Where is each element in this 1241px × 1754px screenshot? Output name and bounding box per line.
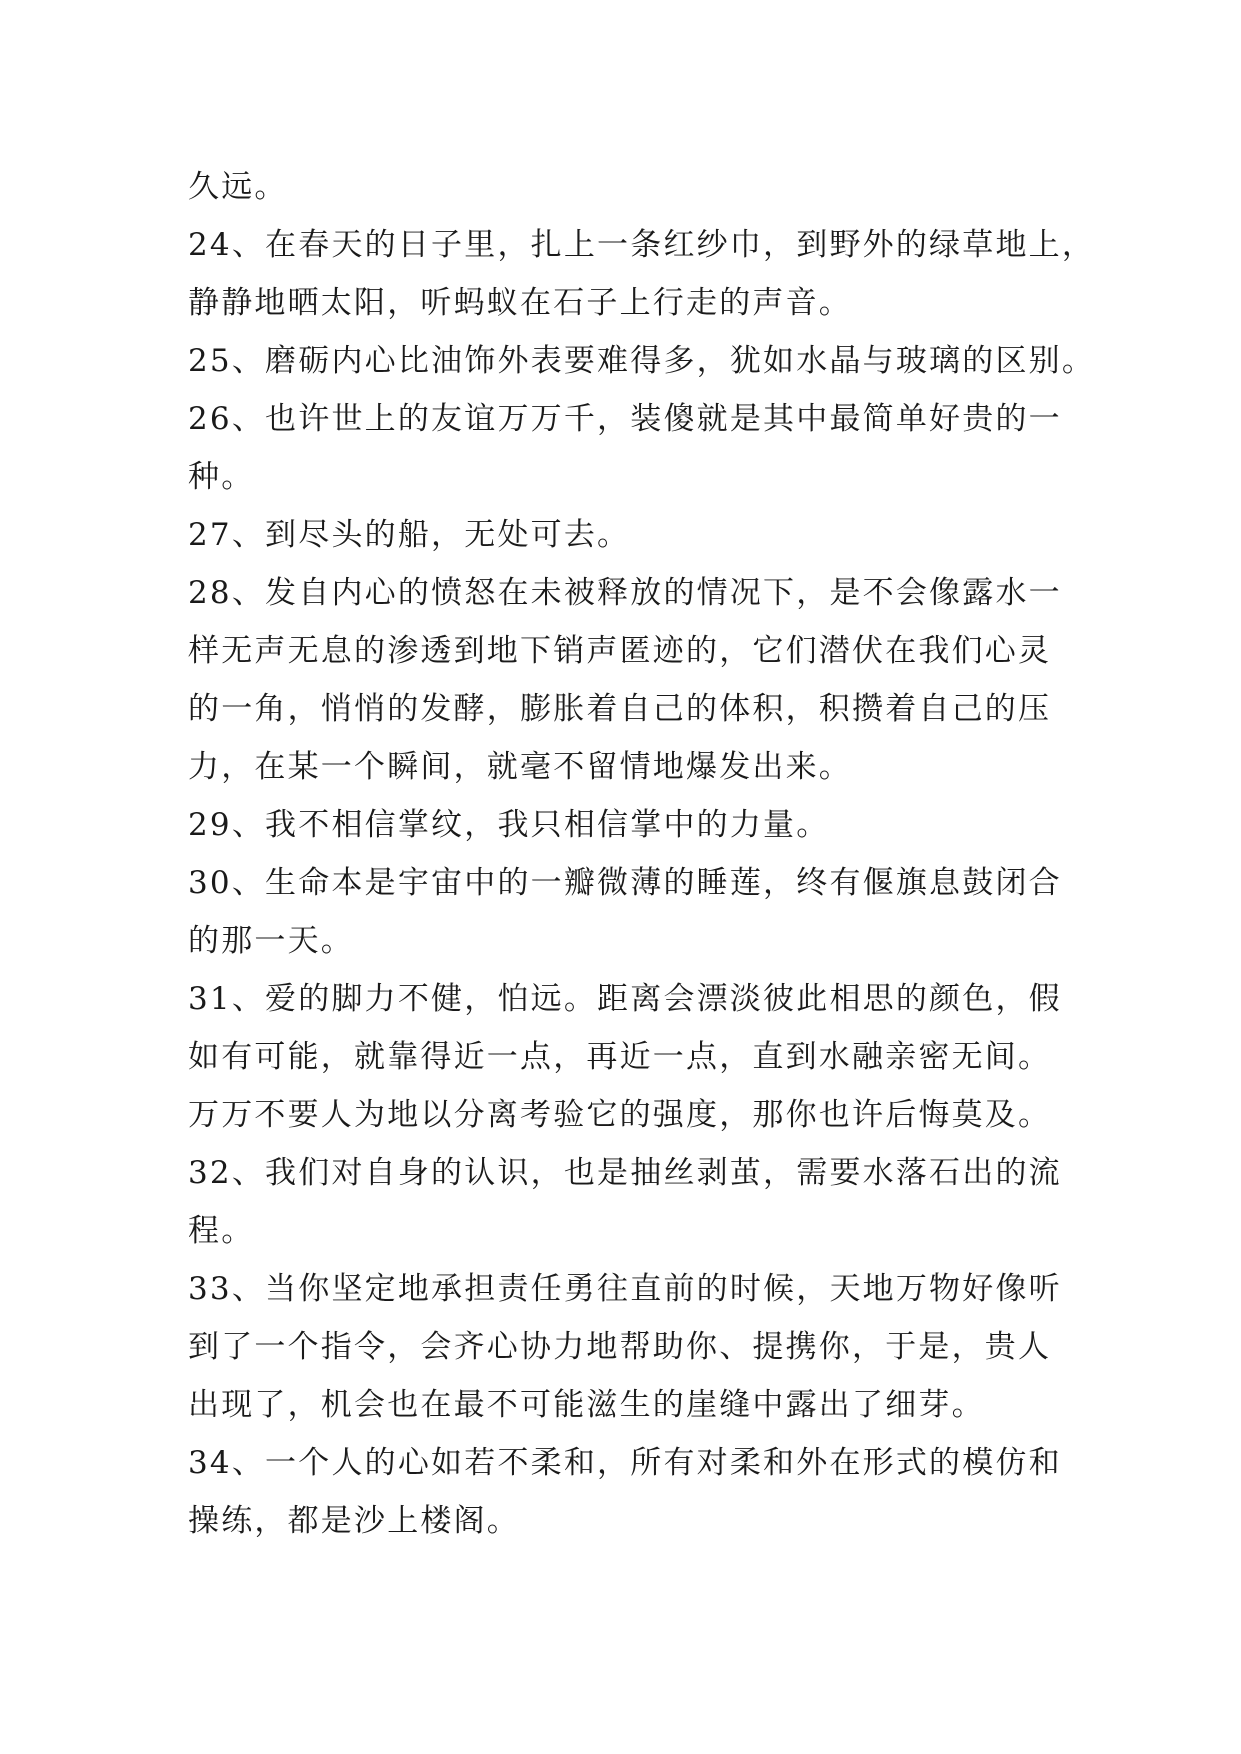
text-line: 28、发自内心的愤怒在未被释放的情况下，是不会像露水一 [188,575,1062,611]
text-line: 32、我们对自身的认识，也是抽丝剥茧，需要水落石出的流 [188,1155,1062,1191]
text-line: 万万不要人为地以分离考验它的强度，那你也许后悔莫及。 [188,1097,1052,1133]
text-line: 如有可能，就靠得近一点，再近一点，直到水融亲密无间。 [188,1039,1052,1075]
text-line: 力，在某一个瞬间，就毫不留情地爆发出来。 [188,749,852,785]
text-line: 33、当你坚定地承担责任勇往直前的时候，天地万物好像听 [188,1271,1062,1307]
document-body [188,158,1096,1550]
text-line: 25、磨砺内心比油饰外表要难得多，犹如水晶与玻璃的区别。 [188,343,1096,379]
text-line: 27、到尽头的船，无处可去。 [188,517,631,553]
text-line: 操练，都是沙上楼阁。 [188,1503,520,1539]
text-line: 31、爱的脚力不健，怕远。距离会漂淡彼此相思的颜色，假 [188,981,1062,1017]
text-line: 29、我不相信掌纹，我只相信掌中的力量。 [188,807,830,843]
text-line: 34、一个人的心如若不柔和，所有对柔和外在形式的模仿和 [188,1445,1062,1481]
text-line: 到了一个指令，会齐心协力地帮助你、提携你，于是，贵人 [188,1329,1052,1365]
text-line: 久远。 [188,169,288,205]
text-line: 种。 [188,459,255,495]
text-line: 的一角，悄悄的发酵，膨胀着自己的体积，积攒着自己的压 [188,691,1052,727]
text-line: 样无声无息的渗透到地下销声匿迹的，它们潜伏在我们心灵 [188,633,1052,669]
text-line: 的那一天。 [188,923,354,959]
text-line: 程。 [188,1213,255,1249]
text-line: 24、在春天的日子里，扎上一条红纱巾，到野外的绿草地上， [188,227,1096,263]
text-line: 出现了，机会也在最不可能滋生的崖缝中露出了细芽。 [188,1387,985,1423]
text-line: 26、也许世上的友谊万万千，装傻就是其中最简单好贵的一 [188,401,1062,437]
text-line: 静静地晒太阳，听蚂蚁在石子上行走的声音。 [188,285,852,321]
text-line: 30、生命本是宇宙中的一瓣微薄的睡莲，终有偃旗息鼓闭合 [188,865,1062,901]
